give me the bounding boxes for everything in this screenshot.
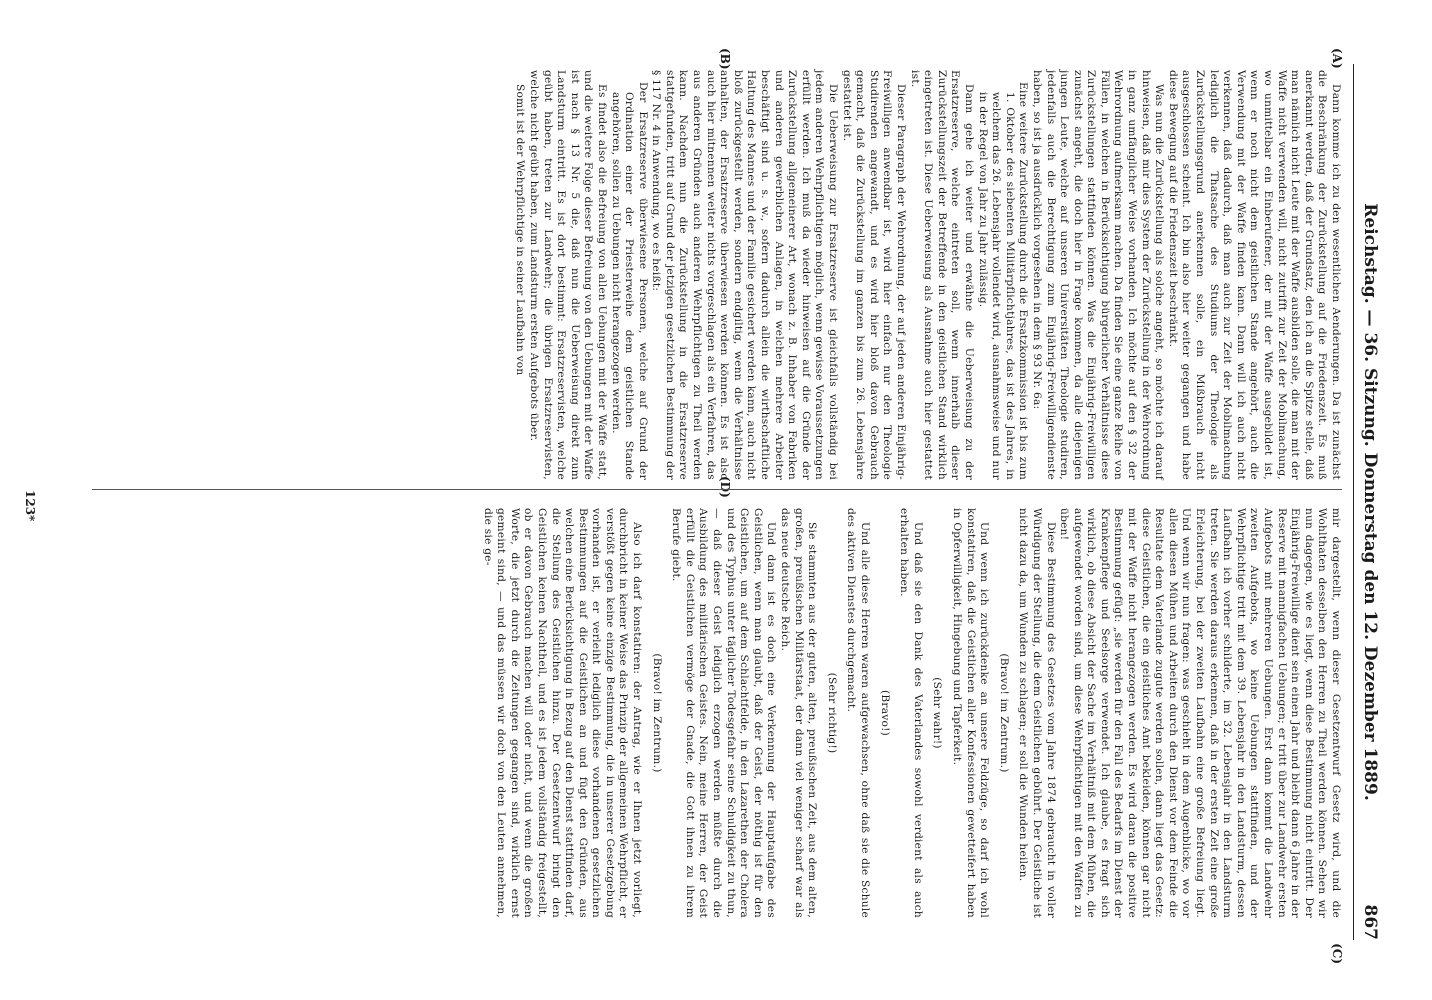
- column-divider: [92, 489, 1342, 490]
- paragraph: Sie stammten aus der guten, alten, preußischen Zeit, aus dem alten, großen, preußischen Militärstaat, der dann viel weniger scharf war als das neue deutsche Reich.: [779, 508, 819, 918]
- digitization-note: [1410, 500, 1432, 1000]
- paragraph: Und wenn ich zurückdenke an unsere Feldzüge, so darf ich wohl konstatiren, daß die Geistlichen aller Konfessionen gewetteifert haben in Opferwilligkeit, Hingebung und Tapferkeit.: [950, 508, 991, 918]
- quoted-paragraph: Eine weitere Zurückstellung durch die Ersatzkommission ist bis zum 1. Oktober des siebenten Militärpflichtjahres, das ist des Jahres, in welchem das 26. Lebensjahr vollendet wird, ausnahmsweise und nur in der Regel von Jahr zu Jahr zulässig.: [976, 82, 1030, 480]
- paragraph: Die Ueberweisung zur Ersatzreserve ist gleichfalls vollständig bei jedem anderen Wehrpflichtigen möglich, wenn gewisse Voraussetzungen erfüllt werden. Ich muß da wieder hinweisen auf die Gründe der Zurückstellung allgemeinerer Art, wonach z. B. Inhaber von Fabriken und anderen gewerblichen Anlagen, in welchen mehrere Arbeiter beschäftigt sind u. s. w., sofern dadurch allein die wirthschaftliche Haltung des Mannes und der Familie gesichert werden kann, auch nicht bloß zurückgestellt werden, sondern endgiltig, wenn die Verhältnisse anhalten, der Ersatzreserve überwiesen werden können. Es ist also auch hier mitnennen weiter nichts vorgeschlagen als ein Verfahren, das aus anderen Gründen auch anderen Wehrpflichtigen zu Theil werden kann. Nachdem nun die Zurückstellung in die Ersatzreserve stattgefunden, tritt auf Grund der jetzigen gesetzlichen Bestimmung der § 117 Nr. 4 in Anwendung, wo es heißt:: [650, 70, 840, 480]
- interjection: (Bravo! im Zentrum.): [650, 653, 663, 773]
- paragraph: Es findet also die Befreiung von allen Uebungen mit der Waffe statt, und die weitere Folge dieser Befreiung von den Uebungen mit der Waffe ist nach § 13 Nr. 5 die, daß nun die Ueberweisung direkt zum Landsturm eintritt. Es ist dort bestimmt: Ersatzreservisten, welche geübt haben, treten zur Landwehr; die übrigen Ersatzreservisten, welche nicht geübt haben, zum Landsturm ersten Aufgebots über.: [527, 70, 608, 480]
- header-title: Reichstag. — 36. Sitzung. Donnerstag den 12. Dezember 1889.: [1360, 203, 1380, 801]
- paragraph: Somit ist der Wehrpflichtige in seiner Laufbahn von: [514, 84, 527, 376]
- margin-marker-b: (B): [718, 48, 732, 70]
- left-column: [513, 70, 1342, 480]
- margin-marker-c: (C): [1330, 943, 1344, 964]
- paragraph: Und daß sie den Dank des Vaterlandes sowohl verdient als auch erhalten haben.: [898, 508, 924, 918]
- paragraph: Dann gehe ich weiter und erwähne die Ueberweisung zu der Ersatzreserve, welche eintreten soll, wenn innerhalb dieser Zurückstellungszeit der Betreffende in den geistlichen Stand wirklich eingetreten ist. Diese Ueberweisung als Ausnahme auch hier gestattet ist.: [908, 70, 975, 480]
- paragraph: Also ich darf konstatiren: der Antrag, wie er Ihnen jetzt vorliegt, durchbricht in keiner Weise das Prinzip der allgemeinen Wehrpflicht, er verstößt gegen keine einzige Bestimmung, die in unserer Gesetzgebung vorhanden ist, er verleiht lediglich diese vorhandenen gesetzlichen Bestimmungen auf die Geistlichen an und fügt den Gründen, aus welchen eine Berücksichtigung in Bezug auf den Dienst stattfinden darf, die Stellung des Geistlichen hinzu. Der Gesetzentwurf bringt den Geistlichen keinen Nachtheil, und es ist jedem vollständig freigestellt, ob er davon Gebrauch machen will oder nicht, und wenn die großen Worte, die jetzt durch die Zeitungen gegangen sind, wirklich ernst gemeint sind, — und das müssen wir doch von den Leuten annehmen, die sie ge-: [481, 508, 644, 918]
- paragraph: Und alle diese Herren waren aufgewachsen, ohne daß sie die Schule des aktiven Dienstes durchgemacht.: [845, 508, 871, 918]
- margin-marker-a: (A): [1330, 48, 1344, 69]
- quoted-paragraph: Der Ersatzreserve überwiesene Personen, welche auf Grund der Ordination einer der Priesterweihe dem geistlichen Stande angehören, sollen zu Uebungen nicht herangezogen werden.: [609, 82, 649, 480]
- interjection: (Bravo!): [878, 689, 891, 737]
- interjection: (Sehr richtig!): [825, 672, 838, 754]
- page-header: [1356, 64, 1380, 940]
- paragraph: Diese Bestimmung des Gesetzes vom Jahre 1874 gebraucht in voller Würdigung der Stellung, die dem Geistlichen gebührt. Der Geistliche ist nicht dazu da, um Wunden zu schlagen; er soll die Wunden heilen.: [1017, 508, 1057, 918]
- paragraph: Dieser Paragraph der Wehrordnung, der auf jeden anderen Einjährig-Freiwilligen anwendbar ist, wird hier einfach nur den Theologie Studirenden angewandt, und es wird hier bloß davon Gebrauch gemacht, daß die Zurückstellung im ganzen bis zum 26. Lebensjahre gestattet ist.: [840, 70, 907, 480]
- paragraph: Und dann ist es doch eine Verkennung der Hauptaufgabe des Geistlichen, wenn man glaubt, daß der Geist, der nöthig ist für den Geistlichen, um auf dem Schlachtfelde, in den Lazarethen der Cholera und des Typhus unter täglicher Todesgefahr seine Schuldigkeit zu thun, — daß dieser Geist lediglich erzogen werden müßte durch die Ausbildung des militärischen Geistes. Nein, meine Herren, der Geist erfüllt die Geistlichen vermöge der Gnade, die Gott ihnen zu ihrem Berufe giebt.: [670, 508, 778, 918]
- paragraph: Dann komme ich zu den wesentlichen Aenderungen. Da ist zunächst die Beschränkung der Zurückstellung auf die Friedenszeit. Es muß anerkannt werden, daß der Grundsatz, den ich an die Spitze stelle, daß man nämlich nicht Leute mit der Waffe ausbilden solle, die man mit der Waffe nicht verwenden will, nicht zutrifft zur Zeit der Mobilmachung, wo unmittelbar ein Einberufener, der mit der Waffe ausgebildet ist, wenn er noch nicht dem geistlichen Stande angehört, auch die Verwendung mit der Waffe finden kann. Dann will ich auch nicht verkennen, daß dadurch, daß man auch zur Zeit der Mobilmachung lediglich die Thatsache des Studiums der Theologie als Zurückstellungsgrund anerkennen solle, ein Mißbrauch nicht ausgeschlossen scheint. Ich bin also hier weiter gegangen und habe diese Bewegung auf die Friedenszeit beschränkt.: [1166, 70, 1342, 480]
- paragraph: Was nun die Zurückstellung als solche angeht, so möchte ich darauf hinweisen, daß mir dies System der Zurückstellung in der Wehrordnung in ganz umfänglicher Weise vorhanden. Ich möchte auf den § 32 der Wehrordnung aufmerksam machen. Da finden Sie eine ganze Reihe von Fällen, in welchen in Berücksichtigung bürgerlicher Verhältnisse diese Zurückstellungen stattfinden können. Was die Einjährig-Freiwilligen zunächst angeht, die doch hier in Frage kommen, da alle diejenigen jungen Leute, welche auf unseren Universitäten Theologie studiren, jedenfalls auch die Berechtigung zum Einjährig-Freiwilligendienste haben, so ist ja ausdrücklich vorgesehen in dem § 93 Nr. 6a:: [1030, 70, 1166, 480]
- right-column: [480, 508, 1342, 918]
- signature-mark: 123*: [23, 490, 37, 522]
- paragraph: mir dargestellt, wenn dieser Gesetzentwurf Gesetz wird, und die Wohlthaten desselben den Herren zu Theil werden können. Sehen wir nun dagegen, wie es liegt, wenn diese Bestimmung nicht eintritt. Der Einjährig-Freiwillige dient sein einen Jahr und bleibt dann 6 Jahre in der Reserve mit mannigfachen Uebungen; er tritt über zur Landwehr ersten Aufgebots mit mehreren Uebungen. Erst dann kommt die Landwehr zweiten Aufgebots, wo keine Uebungen stattfinden, und der Wehrpflichtige tritt mit dem 39. Lebensjahr in den Landsturm, dessen Laufbahn ich vorher schilderte, im 32. Lebensjahr in den Landsturm treten. Sie werden daraus erkennen, daß in der ersten Zeit eine große Erleichterung, bei der zweiten Laufbahn eine große Befreiung liegt. Und wenn wir nun fragen: was geschieht in dem Augenblicke, wo vor allen diesen Mühen und Arbeiten durch den Dienst vor dem Feinde die Resultate dem Vaterlande zugute werden sollen, dann liegt das Gesetz: diese Geistlichen, die ein geistliches Amt bekleiden, können gar nicht mit der Waffe nicht herangezogen werden. Es wird daran die positive Bestimmung gefügt: „sie werden für den Fall des Bedarfs im Dienst der Krankenpflege und Seelsorge verwendet. Ich glaube, es fragt sich wirklich, ob diese Absicht der Sache im Verhältniß mit dem Mühen, die aufgewendet worden sind, um diese Wehrpflichtigen mit den Waffen zu üben!: [1058, 508, 1342, 918]
- page-number: 867: [1360, 904, 1380, 940]
- interjection: (Sehr wahr!): [931, 677, 944, 749]
- margin-marker-d: (D): [718, 476, 732, 498]
- interjection: (Bravo! im Zentrum.): [997, 653, 1010, 773]
- header-rule: [1353, 64, 1354, 940]
